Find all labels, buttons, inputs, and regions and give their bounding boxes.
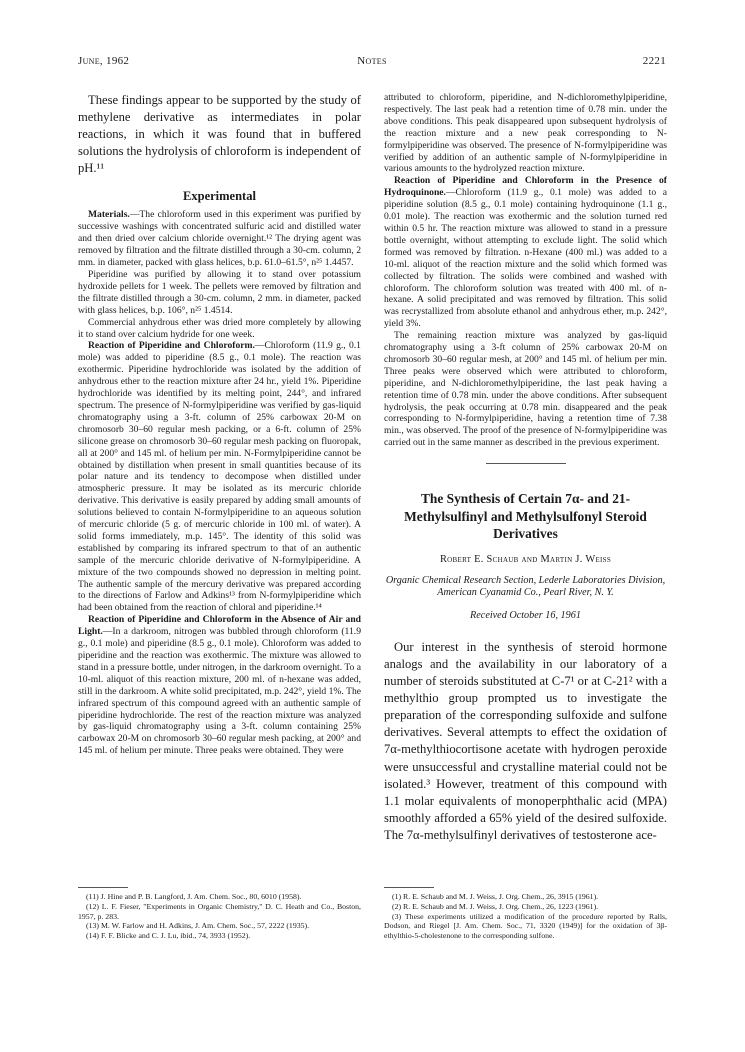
footnote: (13) M. W. Farlow and H. Adkins, J. Am. Chem. Soc., 57, 2222 (1935).	[86, 921, 310, 931]
footnote: (3) These experiments utilized a modification of the procedure reported by Ralls, Dodson, and Riegel [J. Am. Chem. Soc., 71, 3320 (1949)] for the oxidation of 3β-ethylthio-5-cholestenone to the corresponding sulfone.	[384, 911, 667, 941]
reaction3-run-in-heading: Reaction of Piperidine and Chloroform in the Presence of Hydroquinone.	[384, 175, 667, 199]
footnote: (2) R. E. Schaub and M. J. Weiss, J. Org. Chem., 26, 1223 (1961).	[392, 901, 599, 911]
footnote: (12) L. F. Fieser, "Experiments in Organic Chemistry," D. C. Heath and Co., Boston, 1957, p. 283.	[78, 901, 361, 921]
right-footnotes	[384, 887, 667, 941]
reaction3-paragraph	[384, 175, 667, 330]
materials-paragraph	[78, 209, 361, 269]
reaction1-run-in-heading: Reaction of Piperidine and Chloroform.	[88, 340, 255, 352]
materials-text: —The chloroform used in this experiment was purified by successive washings with concentrated sulfuric acid and distilled water and then dried over calcium chloride overnight.¹² The drying agent was removed by filtration and the filtrate distilled through a 30-cm. column, 2 mm. in diameter, packed with glass helices, b.p. 61.0–61.5°, n²⁵ 1.4457.	[78, 209, 361, 269]
footnote: (14) F. F. Blicke and C. J. Lu, ibid., 74, 3933 (1952).	[86, 931, 251, 941]
header-section: Notes	[357, 55, 387, 67]
article-body: Our interest in the synthesis of steroid hormone analogs and the availability in our laboratory of a number of steroids substituted at C-7¹ or at C-21² with a methylthio group prompted us to investigate the preparation of the corresponding sulfoxide and sulfone derivatives. Several attempts to effect the oxidation of 7α-methylthiocortisone acetate with hydrogen peroxide were unsuccessful and crystalline material could not be isolated.³ However, treatment of this compound with 1.1 molar equivalents of monoperphthalic acid (MPA) smoothly afforded a 65% yield of the desired sulfoxide. The 7α-methylsulfinyl derivatives of testosterone ace-	[384, 639, 667, 842]
reaction1-paragraph	[78, 340, 361, 614]
experimental-heading: Experimental	[183, 189, 256, 204]
footnote: (1) R. E. Schaub and M. J. Weiss, J. Org. Chem., 26, 3915 (1961).	[392, 892, 599, 901]
materials-run-in-heading: Materials.	[88, 209, 130, 221]
article-affiliation: Organic Chemical Research Section, Lederle Laboratories Division, American Cyanamid Co., Pearl River, N. Y.	[385, 574, 666, 599]
article-authors	[384, 554, 667, 565]
right-column	[384, 92, 667, 844]
footnote-rule	[78, 887, 128, 888]
running-header	[78, 55, 666, 71]
ether-paragraph: Commercial anhydrous ether was dried more completely by allowing it to stand over calcium hydride for one week.	[78, 316, 361, 340]
reaction2-text: —In a darkroom, nitrogen was bubbled through chloroform (11.9 g., 0.1 mole) and piperidine (8.5 g., 0.1 mole). Chloroform was added to piperidine and the reaction was exothermic. The mixture was allowed to stand in a pressure bottle, under nitrogen, in the darkroom overnight. To a 10-ml. aliquot of this reaction mixture, 200 ml. of n-hexane was added, still in the darkroom. A white solid precipitated, m.p. 242°, yield 1%. The infrared spectrum of this compound agreed with an authentic sample of piperidine hydrochloride. The rest of the reaction mixture was analyzed by gas-liquid chromatography using a 3-ft. column containing 25% carbowax 20-M on chromosorb 30–60 regular mesh packing, at 200° and 145 ml. of helium per minute. Three peaks were obtained. They were	[78, 626, 361, 757]
intro-paragraph: These findings appear to be supported by the study of methylene derivative as intermediates in polar reactions, in which it was found that in buffered solutions the hydrolysis of chloroform is independent of pH.¹¹	[78, 93, 361, 176]
remaining-paragraph: The remaining reaction mixture was analyzed by gas-liquid chromatography using a 3-ft column of 25% carbowax 20-M on chromosorb 30–60 regular mesh, at 200° and 145 ml. of helium per min. Three peaks were observed which were attributed to chloroform, piperidine, and N-dichloromethylpiperidine, the last peak having a retention time of 0.78 min. under the above conditions. After subsequent hydrolysis, the peak occurring at 0.78 min. disappeared and the peak corresponding to N-formylpiperidine, having a retention time of 7.38 min., was observed. The proof of the presence of N-formylpiperidine was carried out in the same manner as described in the previous experiment.	[384, 330, 667, 449]
article-title: The Synthesis of Certain 7α- and 21-Methylsulfinyl and Methylsulfonyl Steroid Derivatives	[404, 491, 647, 542]
header-date: June, 1962	[78, 55, 130, 67]
footnote-rule	[384, 887, 434, 888]
authors-text: Robert E. Schaub and Martin J. Weiss	[439, 553, 612, 565]
page-number: 2221	[642, 55, 666, 67]
left-footnotes	[78, 887, 361, 941]
article-separator-rule	[486, 463, 566, 464]
received-date: Received October 16, 1961	[470, 609, 581, 621]
reaction2-run-in-heading: Reaction of Piperidine and Chloroform in the Absence of Air and Light.	[78, 614, 361, 638]
continued-paragraph: attributed to chloroform, piperidine, and N-dichloromethylpiperidine, respectively. The last peak had a retention time of 0.78 min. under the above conditions. This peak disappeared upon subsequent hydrolysis of the reaction mixture and a new peak corresponding to N-formylpiperidine was observed. The presence of N-formylpiperidine was verified by addition of an authentic sample of N-formylpiperidine in various amounts to the hydrolyzed reaction mixture.	[384, 92, 667, 175]
reaction3-text: —Chloroform (11.9 g., 0.1 mole) was added to a piperidine solution (8.5 g., 0.1 mole) containing hydroquinone (1.1 g., 0.01 mole). The reaction was exothermic and the solution turned red within 0.5 hr. The reaction mixture was allowed to stand in a pressure bottle overnight, without attempting to exclude light. The solid which formed was removed by filtration. n-Hexane (400 ml.) was added to a 10-ml. aliquot of the reaction mixture and the solid which formed was collected by filtration. The solids were combined and washed with chloroform. The chloroform solution was treated with 400 ml. of n-hexane. A solid precipitated and was removed by filtration. This solid was recrystallized from absolute ethanol and anhydrous ether, m.p. 242°, yield 3%.	[384, 187, 667, 330]
reaction1-text: —Chloroform (11.9 g., 0.1 mole) was added to piperidine (8.5 g., 0.1 mole). The reaction was exothermic. Piperidine hydrochloride was isolated by the addition of anhydrous ether to the reaction mixture after 24 hr., yield 1%. Piperidine hydrochloride was identified by its melting point, 244°, and infrared spectrum. The presence of N-formylpiperidine was verified by gas-liquid chromatography using a 3-ft. column of 25% carbowax 20-M on chromosorb 30–60 regular mesh packing, or a 6-ft. column of 25% silicone grease on chromosorb 30–60 regular mesh packing on fluoropak, all at 200° and 145 ml. of helium per min. N-Formylpiperidine cannot be obtained by distillation when present in small quantities because of its polar nature and its tendency to decompose when distilled under atmospheric pressure. It may be isolated as its mercuric chloride derivative. This derivative is easily prepared by adding small amounts of solutions believed to contain N-formylpiperidine to an aqueous solution of mercuric chloride (5 g. of mercuric chloride in 100 ml. of water). A solid forms immediately, m.p. 145°. The identity of this solid was established by comparing its infrared spectrum to that of an authentic sample of the mercuric chloride derivative of N-formylpiperidine. A mixture of the two compounds showed no depression in melting point. The authentic sample of the mercury derivative was prepared according to the directions of Farlow and Adkins¹³ from N-formylpiperidine which had been obtained from the reaction of chloral and piperidine.¹⁴	[78, 340, 361, 614]
left-column	[78, 92, 361, 757]
footnote: (11) J. Hine and P. B. Langford, J. Am. Chem. Soc., 80, 6010 (1958).	[86, 892, 302, 901]
reaction2-paragraph	[78, 614, 361, 757]
piperidine-paragraph: Piperidine was purified by allowing it to stand over potassium hydroxide pellets for 1 week. The pellets were removed by filtration and the filtrate distilled through a 30-cm. column, 2 mm. in diameter, packed with glass helices, b.p. 106°, n²⁵ 1.4514.	[78, 269, 361, 316]
